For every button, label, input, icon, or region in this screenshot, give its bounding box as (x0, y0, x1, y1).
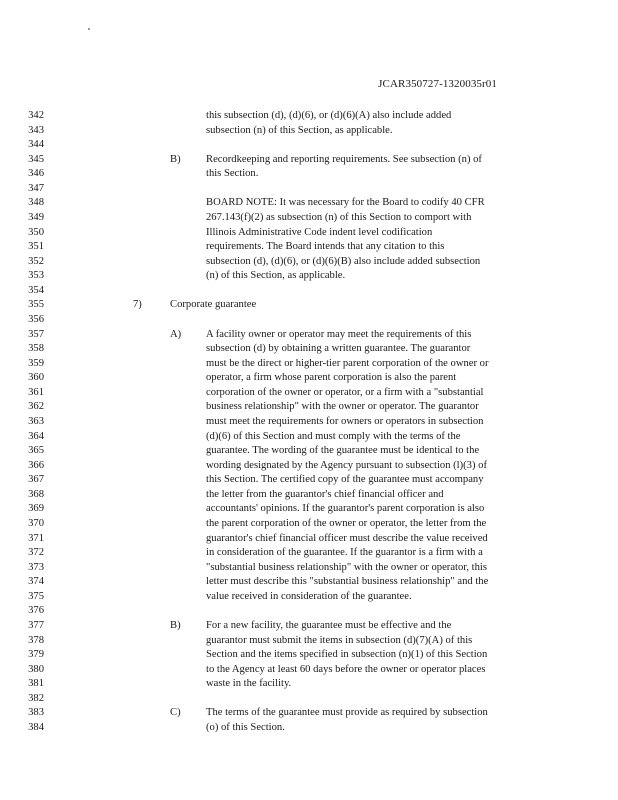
line-number: 357 (28, 328, 44, 340)
line-number: 372 (28, 547, 44, 559)
line-text: BOARD NOTE: It was necessary for the Board to codify 40 CFR (206, 197, 485, 209)
document-line (0, 283, 618, 298)
document-line (0, 516, 618, 531)
line-text: in consideration of the guarantee. If the guarantor is a firm with a (206, 547, 483, 559)
document-line (0, 108, 618, 123)
line-number: 355 (28, 299, 44, 311)
line-text: Section and the items specified in subsection (n)(1) of this Section (206, 649, 488, 661)
line-number: 348 (28, 197, 44, 209)
line-number: 342 (28, 110, 44, 121)
document-line (0, 414, 618, 429)
line-number: 375 (28, 590, 44, 602)
document-line (0, 633, 618, 648)
scan-speck (88, 28, 90, 30)
line-number: 383 (28, 707, 44, 719)
list-label: B) (170, 620, 181, 631)
line-text: to the Agency at least 60 days before the owner or operator places (206, 663, 486, 675)
line-text: A facility owner or operator may meet the requirements of this (206, 328, 472, 340)
document-line (0, 370, 618, 385)
document-line (0, 618, 618, 633)
line-text: (n) of this Section, as applicable. (206, 270, 346, 282)
line-text: Recordkeeping and reporting requirements. See subsection (n) of (206, 153, 482, 165)
line-text: the letter from the guarantor's chief financial officer and (206, 488, 444, 500)
line-number: 361 (28, 386, 44, 398)
line-text: guarantor must submit the items in subsection (d)(7)(A) of this (206, 634, 473, 646)
line-number: 354 (28, 284, 44, 296)
line-text: guarantee. The wording of the guarantee must be identical to the (206, 445, 480, 457)
document-line (0, 195, 618, 210)
document-line (0, 487, 618, 502)
line-text: requirements. The Board intends that any citation to this (206, 241, 445, 253)
list-label: C) (170, 707, 181, 719)
line-number: 358 (28, 343, 44, 355)
document-line (0, 327, 618, 342)
document-line (0, 341, 618, 356)
line-number: 364 (28, 430, 44, 442)
line-number: 381 (28, 678, 44, 690)
document-line (0, 166, 618, 181)
document-line (0, 472, 618, 487)
line-number: 365 (28, 445, 44, 457)
list-label: A) (170, 328, 182, 340)
line-number: 384 (28, 721, 44, 733)
line-text: waste in the facility. (206, 678, 292, 690)
document-line (0, 254, 618, 269)
line-text: subsection (n) of this Section, as applicable. (206, 124, 393, 136)
line-number: 359 (28, 357, 44, 369)
line-number: 368 (28, 488, 44, 500)
document-line (0, 705, 618, 720)
document-line (0, 239, 618, 254)
line-text: accountants' opinions. If the guarantor's parent corporation is also (206, 503, 485, 515)
document-line (0, 385, 618, 400)
line-number: 345 (28, 153, 44, 165)
document-line (0, 574, 618, 589)
line-number: 367 (28, 474, 44, 486)
line-text: letter must describe this "substantial business relationship" and the (206, 576, 489, 588)
line-number: 350 (28, 226, 44, 238)
line-text: The terms of the guarantee must provide as required by subsection (206, 707, 488, 719)
document-line (0, 225, 618, 240)
document-line (0, 399, 618, 414)
document-line (0, 443, 618, 458)
line-number: 366 (28, 459, 44, 471)
document-line (0, 647, 618, 662)
document-line (0, 137, 618, 152)
line-number: 352 (28, 255, 44, 267)
line-number: 347 (28, 182, 44, 194)
line-text: must meet the requirements for owners or operators in subsection (206, 416, 484, 427)
line-text: Illinois Administrative Code indent level codification (206, 226, 433, 238)
line-text: For a new facility, the guarantee must be effective and the (206, 620, 452, 631)
line-number: 353 (28, 270, 44, 282)
document-line (0, 603, 618, 618)
line-number: 373 (28, 561, 44, 573)
line-text: operator, a firm whose parent corporation is also the parent (206, 372, 457, 384)
document-line (0, 210, 618, 225)
line-number: 369 (28, 503, 44, 515)
line-number: 370 (28, 518, 44, 529)
line-text: subsection (d), (d)(6), or (d)(6)(B) also include added subsection (206, 255, 481, 267)
line-text: Corporate guarantee (170, 299, 257, 311)
line-number: 344 (28, 139, 44, 151)
line-text: "substantial business relationship" with the owner or operator, this (206, 561, 487, 573)
document-line (0, 181, 618, 196)
line-text: 267.143(f)(2) as subsection (n) of this Section to comport with (206, 212, 472, 223)
document-id-header: JCAR350727-1320035r01 (378, 78, 497, 90)
line-number: 349 (28, 212, 44, 223)
line-number: 376 (28, 605, 44, 617)
document-line (0, 662, 618, 677)
line-number: 360 (28, 372, 44, 384)
line-number: 382 (28, 692, 44, 704)
line-text: value received in consideration of the guarantee. (206, 590, 412, 602)
document-line (0, 312, 618, 327)
document-line (0, 676, 618, 691)
line-number: 378 (28, 634, 44, 646)
list-label: B) (170, 153, 181, 165)
line-number: 351 (28, 241, 44, 253)
line-number: 362 (28, 401, 44, 413)
line-text: this Section. The certified copy of the guarantee must accompany (206, 474, 484, 486)
line-text: this subsection (d), (d)(6), or (d)(6)(A) also include added (206, 110, 452, 121)
line-number: 379 (28, 649, 44, 661)
line-number: 371 (28, 532, 44, 544)
list-label: 7) (133, 299, 142, 311)
line-number: 346 (28, 168, 44, 180)
document-line (0, 429, 618, 444)
document-line (0, 531, 618, 546)
line-text: guarantor's chief financial officer must describe the value received (206, 532, 488, 544)
document-line (0, 691, 618, 706)
document-line (0, 560, 618, 575)
document-line (0, 297, 618, 312)
line-text: wording designated by the Agency pursuant to subsection (l)(3) of (206, 459, 487, 471)
document-line (0, 152, 618, 167)
line-number: 363 (28, 416, 44, 427)
document-line (0, 589, 618, 604)
line-text: this Section. (206, 168, 259, 180)
line-number: 377 (28, 620, 44, 631)
line-text: (d)(6) of this Section and must comply with the terms of the (206, 430, 461, 442)
line-text: corporation of the owner or operator, or a firm with a "substantial (206, 386, 484, 398)
document-line (0, 501, 618, 516)
line-text: (o) of this Section. (206, 721, 285, 733)
document-line (0, 268, 618, 283)
line-text: business relationship" with the owner or operator. The guarantor (206, 401, 479, 413)
line-number: 380 (28, 663, 44, 675)
line-number: 356 (28, 314, 44, 325)
line-number: 374 (28, 576, 44, 588)
document-line (0, 458, 618, 473)
document-line (0, 545, 618, 560)
document-line (0, 123, 618, 138)
document-line (0, 720, 618, 735)
line-number: 343 (28, 124, 44, 136)
line-text: the parent corporation of the owner or operator, the letter from the (206, 518, 487, 529)
document-line (0, 356, 618, 371)
line-text: subsection (d) by obtaining a written guarantee. The guarantor (206, 343, 471, 355)
line-text: must be the direct or higher-tier parent corporation of the owner or (206, 357, 489, 369)
